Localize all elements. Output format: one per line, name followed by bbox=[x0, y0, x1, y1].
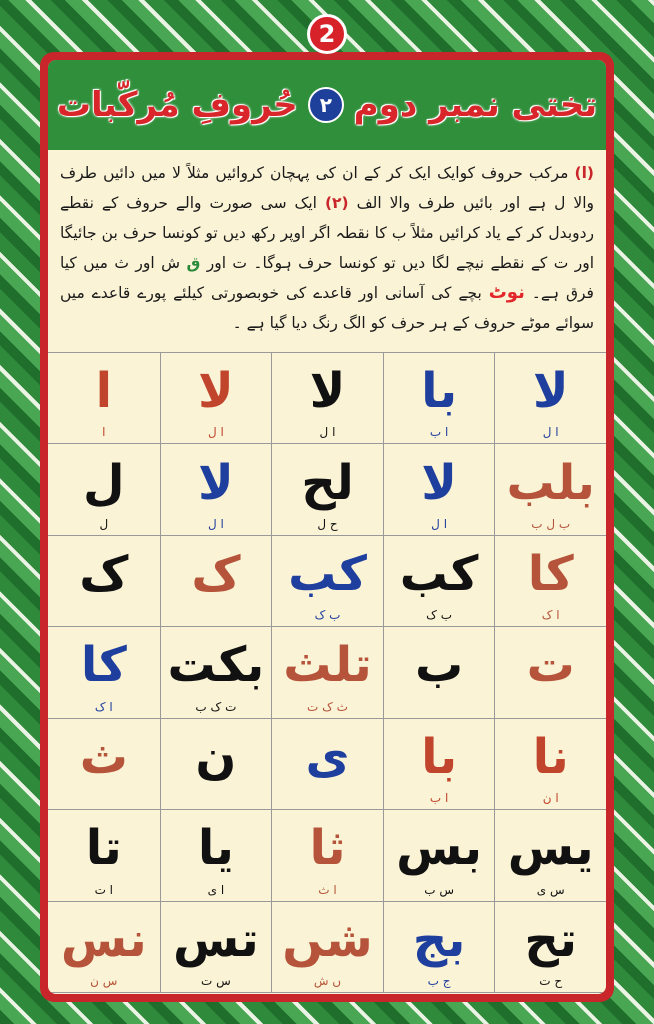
letter-cell bbox=[494, 719, 606, 810]
letter-cell bbox=[383, 536, 495, 627]
compound-letter: تا bbox=[85, 820, 122, 877]
intro-qaf: ق bbox=[186, 254, 201, 272]
letter-breakdown: ا ل bbox=[207, 425, 224, 440]
letter-cell bbox=[271, 536, 383, 627]
compound-letter: ل bbox=[82, 454, 125, 511]
title-number-badge: ۲ bbox=[308, 87, 344, 123]
compound-letter: بلب bbox=[506, 454, 595, 511]
letter-breakdown: س ب bbox=[424, 882, 454, 897]
letter-breakdown: ں ش bbox=[313, 974, 342, 988]
letter-breakdown: ا ن bbox=[542, 791, 559, 806]
letter-breakdown: ا ی bbox=[207, 882, 225, 897]
title-bar bbox=[48, 60, 606, 150]
intro-line-1: مرکب حروف کوایک ایک کر کے ان کی پہچان کروائیں مثلاً لا میں دائیں طرف والا ل ہے اور bbox=[60, 164, 595, 212]
compound-letter: کب bbox=[288, 546, 367, 603]
letter-cell bbox=[271, 353, 383, 444]
compound-letter: ا bbox=[95, 363, 113, 420]
letter-cell bbox=[48, 536, 160, 627]
compound-letter: یس bbox=[507, 820, 594, 877]
compound-letter: لا bbox=[532, 363, 569, 420]
compound-letter: تس bbox=[172, 911, 259, 968]
letter-cell bbox=[494, 444, 606, 535]
letter-cell bbox=[494, 353, 606, 444]
compound-letter: کا bbox=[527, 546, 574, 603]
compound-letter: ثا bbox=[309, 820, 346, 877]
compound-letter: لا bbox=[198, 363, 234, 420]
compound-letter: لا bbox=[421, 454, 457, 511]
letter-cell bbox=[494, 902, 606, 993]
letter-cell bbox=[160, 902, 272, 993]
letter-breakdown: ا ک bbox=[541, 608, 560, 623]
letter-cell bbox=[160, 719, 272, 810]
compound-letter: ی bbox=[305, 728, 350, 785]
letter-cell bbox=[271, 810, 383, 901]
intro-line-4a: ہوگا۔ ت اور bbox=[206, 254, 292, 272]
letter-breakdown: ب ک bbox=[314, 608, 341, 623]
letter-cell bbox=[160, 627, 272, 718]
compound-letter: بج bbox=[412, 911, 466, 968]
letter-breakdown: ا ب bbox=[429, 425, 449, 440]
letter-breakdown: ا ل bbox=[207, 516, 224, 531]
compound-letter: نس bbox=[60, 911, 147, 968]
compound-letter: لا bbox=[309, 363, 346, 420]
letter-breakdown: ا ث bbox=[318, 882, 337, 897]
intro-line-4b: ش اور ث میں کیا فرق ہے۔ bbox=[60, 254, 594, 302]
letter-breakdown: ح ت bbox=[539, 974, 563, 988]
compound-letter: کا bbox=[80, 637, 127, 694]
letter-cell bbox=[160, 536, 272, 627]
letter-cell bbox=[48, 719, 160, 810]
compound-letter: ت bbox=[526, 637, 575, 694]
letter-cell bbox=[48, 902, 160, 993]
letter-cell bbox=[383, 810, 495, 901]
intro-num-2: (۲) bbox=[324, 194, 349, 212]
compound-letter: تح bbox=[524, 911, 577, 968]
compound-letter: کب bbox=[399, 546, 479, 603]
page-number-badge: 2 bbox=[307, 14, 347, 54]
compound-letter: ث bbox=[79, 728, 128, 785]
compound-letter: با bbox=[421, 363, 458, 420]
letter-cell bbox=[48, 627, 160, 718]
compound-letter: لا bbox=[198, 454, 234, 511]
letter-grid bbox=[48, 352, 606, 993]
intro-line-2a: بائیں طرف والا الف bbox=[356, 194, 493, 212]
compound-letter: ب bbox=[414, 637, 464, 694]
compound-letter: تلث bbox=[283, 637, 372, 694]
compound-letter: بکت bbox=[167, 637, 265, 694]
lesson-card bbox=[48, 60, 606, 994]
compound-letter: با bbox=[421, 728, 458, 785]
letter-breakdown: ث ک ت bbox=[307, 699, 348, 714]
letter-breakdown: س ی bbox=[536, 882, 565, 897]
letter-breakdown: ل bbox=[99, 516, 109, 531]
intro-line-3: مثلاً ب کا نقطہ اگر اوپر رکھ دیں تو کونسا حرف بن جائیگا اور ت کے نقطے نیچے لگا دیں تو کونسا حرف bbox=[60, 224, 595, 272]
compound-letter: ن bbox=[195, 728, 237, 785]
letter-cell bbox=[48, 810, 160, 901]
letter-breakdown: ب ل ب bbox=[531, 516, 571, 531]
intro-line-4c: بچے کی آسانی اور قاعدے کی خوبصورتی bbox=[210, 284, 482, 302]
letter-breakdown: ح ل bbox=[317, 516, 338, 531]
letter-breakdown: ت ک ب bbox=[195, 699, 237, 714]
letter-cell bbox=[494, 536, 606, 627]
letter-breakdown: ا ل bbox=[431, 516, 448, 531]
intro-num-1: (ا) bbox=[574, 164, 594, 182]
letter-breakdown: ا ل bbox=[319, 425, 336, 440]
letter-cell bbox=[494, 810, 606, 901]
letter-breakdown: ا ب bbox=[429, 791, 449, 806]
intro-line-5: کیلئے پورے قاعدے میں سوائے موٹے حروف کے ہر حرف کو الگ رنگ دیا گیا ہے ۔ bbox=[60, 284, 594, 332]
letter-cell bbox=[383, 719, 495, 810]
letter-cell bbox=[383, 627, 495, 718]
letter-cell bbox=[383, 353, 495, 444]
compound-letter: شں bbox=[282, 911, 373, 968]
letter-breakdown: س ن bbox=[90, 974, 118, 988]
letter-cell bbox=[160, 353, 272, 444]
letter-breakdown: ا ل bbox=[542, 425, 559, 440]
letter-cell bbox=[48, 353, 160, 444]
title-right: تختی نمبر دوم bbox=[353, 85, 598, 125]
letter-cell bbox=[48, 444, 160, 535]
letter-cell bbox=[383, 902, 495, 993]
letter-cell bbox=[160, 810, 272, 901]
letter-breakdown: ب ک bbox=[426, 608, 453, 623]
compound-letter: ک bbox=[79, 546, 129, 603]
letter-cell bbox=[271, 444, 383, 535]
compound-letter: نا bbox=[532, 728, 569, 785]
intro-text bbox=[60, 158, 594, 358]
letter-cell bbox=[383, 444, 495, 535]
title-left: حُروفِ مُرکّبات bbox=[56, 85, 298, 125]
note-label: نوٹ bbox=[488, 282, 525, 303]
compound-letter: یا bbox=[197, 820, 234, 877]
compound-letter: ک bbox=[191, 546, 241, 603]
letter-breakdown: ا bbox=[102, 425, 106, 440]
letter-breakdown: ا ک bbox=[94, 699, 113, 714]
letter-cell bbox=[271, 902, 383, 993]
letter-breakdown: ج ب bbox=[427, 974, 451, 988]
letter-cell bbox=[494, 627, 606, 718]
letter-cell bbox=[160, 444, 272, 535]
letter-cell bbox=[271, 719, 383, 810]
compound-letter: بس bbox=[396, 820, 483, 877]
intro-line-2b: ایک سی صورت والے حروف کے نقطے ردوبدل کر کے یاد کرائیں bbox=[60, 194, 595, 242]
letter-breakdown: س ت bbox=[201, 974, 231, 988]
compound-letter: لح bbox=[301, 454, 354, 511]
letter-breakdown: ا ت bbox=[94, 882, 114, 897]
letter-cell bbox=[271, 627, 383, 718]
